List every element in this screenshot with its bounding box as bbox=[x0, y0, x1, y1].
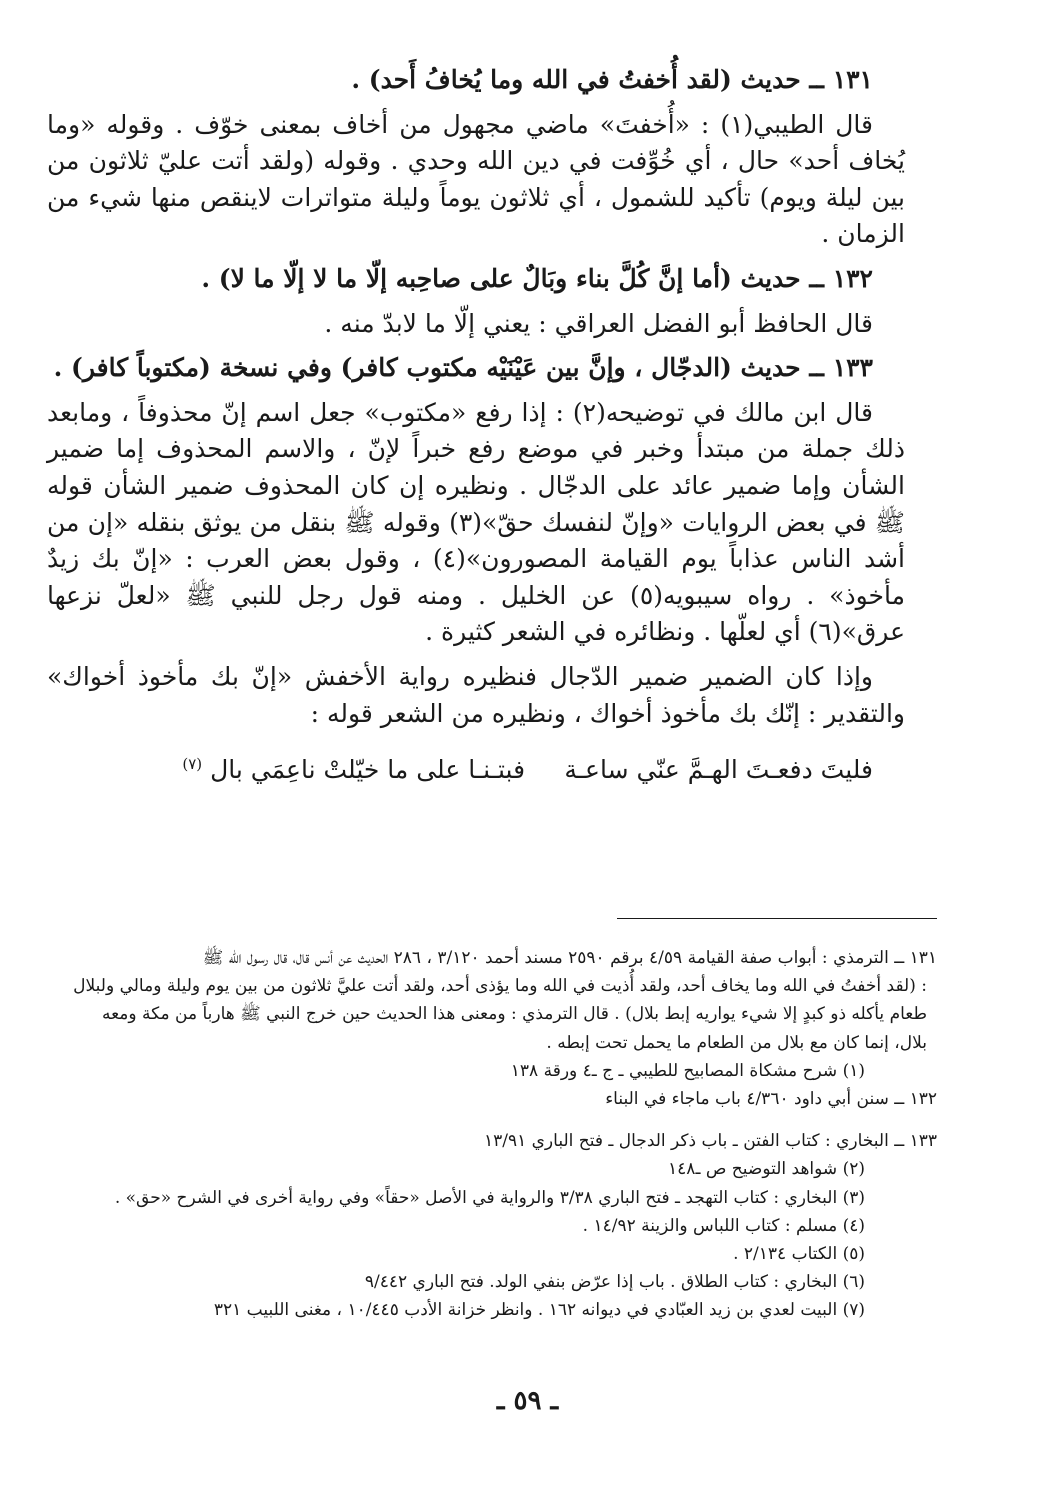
verse-footnote-marker: (٧) bbox=[182, 755, 203, 774]
main-text bbox=[47, 62, 905, 789]
footnote-132: ١٣٢ ــ سنن أبي داود ٤/٣٦٠ باب ماجاء في البناء bbox=[605, 1089, 937, 1110]
commentary-132: قال الحافظ أبو الفضل العراقي : يعني إلّا ما لابدّ منه . bbox=[324, 308, 873, 338]
hadith-131-heading: ١٣١ ــ حديث (لقد أُخفتُ في الله وما يُخافُ أَحد) . bbox=[351, 65, 873, 94]
commentary-133-part2: وإذا كان الضمير ضمير الدّجال فنظيره رواية الأخفش «إنّ بك مأخوذ أخواك» والتقدير : إنّك بك مأخوذ أخواك ، ونظيره من الشعر قوله : bbox=[47, 661, 905, 728]
footnotes bbox=[37, 944, 937, 1325]
footnote-4: (٤) مسلم : كتاب اللباس والزينة ١٤/٩٢ . bbox=[582, 1215, 865, 1236]
footnote-131-line3: طعام يأكله ذو كبدٍ إلا شيء يواريه إبط بلال) . قال الترمذي : ومعنى هذا الحديث حين خرج النبي ﷺ هارباً من مكة ومعه bbox=[101, 1004, 927, 1025]
footnote-133: ١٣٣ ــ البخاري : كتاب الفتن ـ باب ذكر الدجال ـ فتح الباري ١٣/٩١ bbox=[483, 1131, 937, 1152]
poetry-verse bbox=[47, 746, 905, 789]
footnote-3: (٣) البخاري : كتاب التهجد ـ فتح الباري ٣/٣٨ والرواية في الأصل «حقاً» وفي رواية أخرى في الشرح «حق» . bbox=[114, 1187, 865, 1208]
footnote-131-line1: ١٣١ ــ الترمذي : أبواب صفة القيامة ٤/٥٩ برقم ٢٥٩٠ مسند أحمد ٣/١٢٠ ، ٢٨٦ الحديث عن أنس قال، قال رسول الله ﷺ bbox=[202, 948, 937, 968]
footnote-6: (٦) البخاري : كتاب الطلاق . باب إذا عرّض بنفي الولد. فتح الباري ٩/٤٤٢ bbox=[364, 1272, 865, 1293]
footnote-separator bbox=[617, 918, 937, 919]
footnote-131-line4: بلال، إنما كان مع بلال من الطعام ما يحمل تحت إبطه . bbox=[546, 1032, 927, 1053]
page-number: ـ ٥٩ ـ bbox=[496, 1386, 559, 1416]
commentary-133-part1: قال ابن مالك في توضيحه(٢) : إذا رفع «مكتوب» جعل اسم إنّ محذوفاً ، ومابعد ذلك جملة من مبتدأ وخبر في موضع رفع خبراً لإنّ ، والاسم المحذوف إما ضمير الشأن وإما ضمير عائد على الدجّال . ونظيره إن كان المحذوف ضمير الشأن قوله ﷺ في بعض الروايات «وإنّ لنفسك حقّ»(٣) وقوله ﷺ بنقل من يوثق بنقله «إن من أشد الناس عذاباً يوم القيامة المصورون»(٤) ، وقول بعض العرب : «إنّ بك زيدٌ مأخوذ» . رواه سيبويه(٥) عن الخليل . ومنه قول رجل للنبي ﷺ «لعلّ نزعها عرق»(٦) أي لعلّها . ونظائره في الشعر كثيرة . bbox=[47, 397, 905, 647]
footnote-7: (٧) البيت لعدي بن زيد العبّادي في ديوانه ١٦٢ . وانظر خزانة الأدب ١٠/٤٤٥ ، مغنى اللبيب ٣٢١ bbox=[213, 1300, 865, 1321]
verse-first-hemistich: فليتَ دفعـتَ الهـمَّ عنّي ساعـة bbox=[564, 755, 873, 785]
hadith-133-heading: ١٣٣ ــ حديث (الدجّال ، وإنَّ بين عَيْنَيْه مكتوب كافر) وفي نسخة (مكتوباً كافر) . bbox=[53, 353, 873, 383]
hadith-132-heading: ١٣٢ ــ حديث (أما إنَّ كُلَّ بناء وبَالٌ على صاحِبه إلّا ما لا إلّا ما لا) . bbox=[201, 263, 873, 293]
verse-second-hemistich: فبتـنـا على ما خيّلتْ ناعِمَي بال bbox=[210, 755, 526, 785]
footnote-131-line2: : (لقد أخفتُ في الله وما يخاف أحد، ولقد أُذيت في الله وما يؤذى أحد، ولقد أتت عليَّ ثلاثون من بين يوم وليلة ومالي ولبلال bbox=[73, 976, 927, 997]
footnote-2: (٢) شواهد التوضيح ص ـ١٤٨ bbox=[668, 1159, 865, 1180]
commentary-131: قال الطيبي(١) : «أُخفتَ» ماضي مجهول من أخاف بمعنى خوّف . وقوله «وما يُخاف أحد» حال ، أي خُوِّفت في دين الله وحدي . وقوله (ولقد أتت عليّ ثلاثون من بين ليلة ويوم) تأكيد للشمول ، أي ثلاثون يوماً وليلة متواترات لاينقص منها شيء من الزمان . bbox=[47, 109, 905, 249]
footnote-5: (٥) الكتاب ٢/١٣٤ . bbox=[733, 1244, 865, 1265]
footnote-1: (١) شرح مشكاة المصابيح للطيبي ـ ج ـ٤ ورقة ١٣٨ bbox=[510, 1060, 865, 1081]
